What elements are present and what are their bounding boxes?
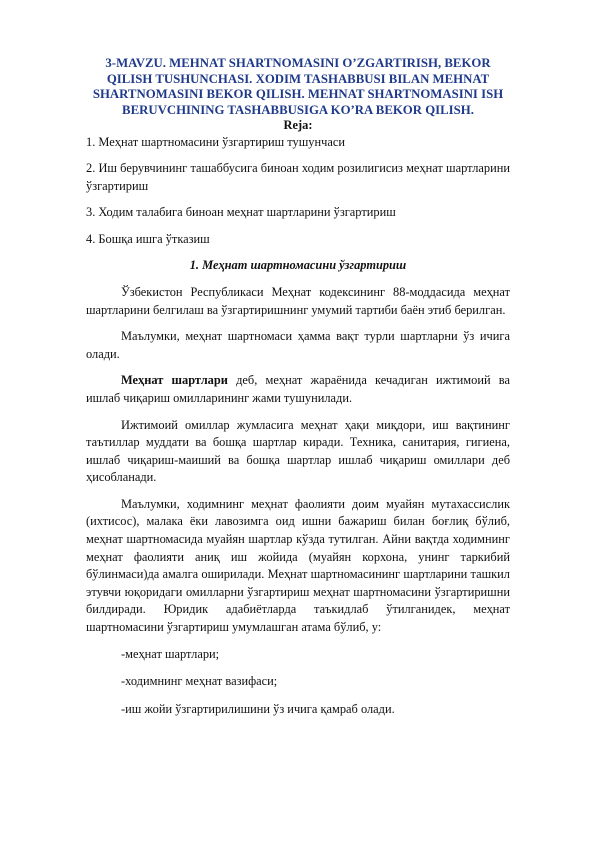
plan-item-1: 1. Меҳнат шартномасини ўзгартириш тушунчаси — [86, 135, 345, 150]
paragraph-3 — [86, 372, 510, 407]
paragraph-5: Маълумки, ходимнинг меҳнат фаолияти доим муайян мутахассислик (ихтисос), малака ёки лавозимга оид ишни бажариш билан боғлиқ бўлиб, меҳнат шартномасида муайян шартлар кўзда тутилган. Айни вақтда ходимнинг меҳнат фаолияти аниқ иш жойида (муайян корхона, унинг таркибий бўлинмаси)да амалга оширилади. Меҳнат шартномасининг шартларини ташкил этувчи юқоридаги омилларни ўзгартириш меҳнат шартномасини ўзгартиришни билдиради. Юридик адабиётларда таъкидлаб ўтилганидек, меҳнат шартномасини ўзгартириш умумлашган атама бўлиб, у: — [86, 496, 510, 635]
list-item-1: -меҳнат шартлари; — [121, 646, 220, 661]
list-item-3: -иш жойи ўзгартирилишини ўз ичига қамраб олади. — [121, 701, 395, 716]
plan-item-4: 4. Бошқа ишга ўтказиш — [86, 231, 210, 246]
plan-item-2: 2. Иш берувчининг ташаббусига биноан ходим розилигисиз меҳнат шартларини ўзгартириш — [86, 160, 510, 193]
document-page — [86, 56, 510, 728]
section-heading: 1. Меҳнат шартномасини ўзгартириш — [189, 258, 407, 273]
paragraph-4: Ижтимоий омиллар жумласига меҳнат ҳақи миқдори, иш вақтининг таътиллар муддати ва бошқа шартлар киради. Техника, санитария, гигиена, ишлаб чиқариш-маиший ва бошқа шартлар ишлаб чиқариш омиллари деб ҳисобланади. — [86, 417, 510, 485]
page-title: 3-MAVZU. MEHNAT SHARTNOMASINI O’ZGARTIRISH, BEKOR QILISH TUSHUNCHASI. XODIM TASHABBUSI BILAN MEHNAT SHARTNOMASINI BEKOR QILISH. MEHNAT SHARTNOMASINI ISH BERUVCHINING TASHABBUSIGA KO’RA BEKOR QILISH. — [92, 56, 504, 117]
plan-label: Reja: — [283, 118, 313, 133]
paragraph-1: Ўзбекистон Республикаси Меҳнат кодексининг 88-моддасида меҳнат шартларини белгилаш ва ўзгартиришнинг умумий тартиби баён этиб берилган. — [86, 284, 510, 317]
paragraph-2: Маълумки, меҳнат шартномаси ҳамма вақт турли шартларни ўз ичига олади. — [86, 329, 510, 361]
term-bold: Меҳнат шартлари — [121, 373, 228, 388]
plan-item-3: 3. Ходим талабига биноан меҳнат шартларини ўзгартириш — [86, 205, 396, 220]
paragraph-3-text: деб, меҳнат жараёнида кечадиган ижтимоий ва ишлаб чиқариш омилларининг жами тушунилади. — [86, 373, 510, 405]
list-item-2: -ходимнинг меҳнат вазифаси; — [121, 674, 278, 689]
